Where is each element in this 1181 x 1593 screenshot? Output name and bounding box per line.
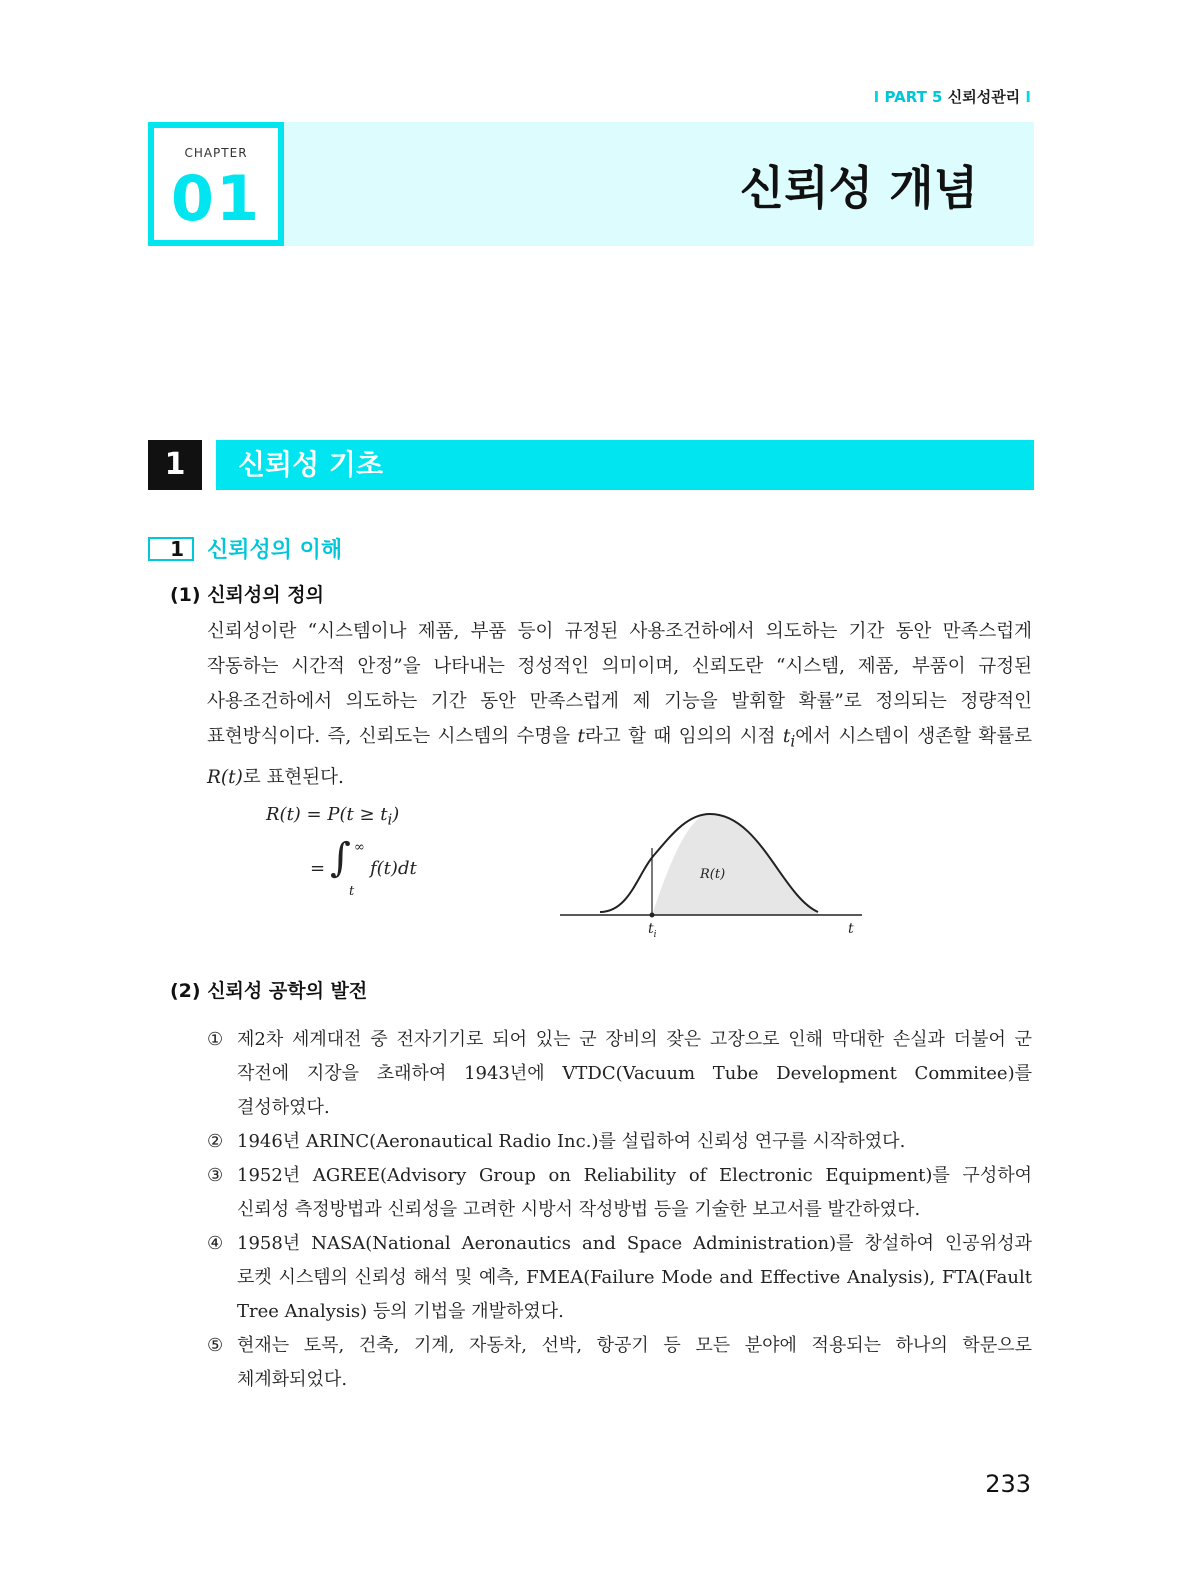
section-number: 1 xyxy=(148,440,202,490)
chapter-number-box xyxy=(148,122,284,246)
integral-upper-limit: ∞ xyxy=(354,840,365,855)
section-bar xyxy=(216,440,1034,490)
list-item-number: ① xyxy=(207,1029,224,1050)
subsection-title: 신뢰성의 이해 xyxy=(207,538,343,563)
subsection-number: 1 xyxy=(148,537,194,561)
development-list xyxy=(207,1023,1032,1397)
tick-ti-main: t xyxy=(648,921,654,937)
definition-text-2: 라고 할 때 임의의 시점 xyxy=(584,726,783,747)
definition-heading: (1) 신뢰성의 정의 xyxy=(170,584,324,606)
list-item xyxy=(207,1023,1032,1125)
integral-sign: ∫ xyxy=(330,835,351,881)
formula-line1-end: ) xyxy=(392,804,400,825)
list-item-number: ⑤ xyxy=(207,1335,224,1356)
list-item-number: ④ xyxy=(207,1233,224,1254)
formula-equals: = xyxy=(310,858,326,879)
list-item xyxy=(207,1329,1032,1397)
formula-line-1 xyxy=(266,804,399,829)
list-item-text: 1958년 NASA(National Aeronautics and Space Administration)를 창설하여 인공위성과 로켓 시스템의 신뢰성 해석 및 예측, FMEA(Failure Mode and Effective Analysis), FTA(Fault Tree Analysis) 등의 기법을 개발하였다. xyxy=(237,1233,1032,1322)
tick-ti-subscript: i xyxy=(653,930,657,940)
list-item-number: ② xyxy=(207,1131,224,1152)
var-t: t xyxy=(577,726,585,747)
header-part-title: 신뢰성관리 xyxy=(947,88,1021,106)
header-bar-right: I xyxy=(1025,88,1031,106)
list-item-text: 제2차 세계대전 중 전자기기로 되어 있는 군 장비의 잦은 고장으로 인해 막대한 손실과 더불어 군 작전에 지장을 초래하여 1943년에 VTDC(Vacuum Tube Development Commitee)를 결성하였다. xyxy=(237,1029,1032,1118)
area-label: R(t) xyxy=(700,867,726,882)
list-item xyxy=(207,1159,1032,1227)
list-item-number: ③ xyxy=(207,1165,224,1186)
list-item-text: 1946년 ARINC(Aeronautical Radio Inc.)를 설립하여 신뢰성 연구를 시작하였다. xyxy=(237,1131,906,1152)
var-ti: t xyxy=(782,726,791,747)
integrand: f(t)dt xyxy=(370,858,417,879)
reliability-curve-graph xyxy=(560,808,870,943)
definition-paragraph xyxy=(207,614,1032,795)
chapter-banner xyxy=(148,122,1034,246)
chapter-title: 신뢰성 개념 xyxy=(739,161,978,215)
definition-text-3: 에서 시스템이 생존할 확률로 xyxy=(795,726,1032,747)
chapter-number: 01 xyxy=(170,162,262,235)
page-number: 233 xyxy=(985,1470,1031,1498)
running-header xyxy=(874,86,1031,107)
integral-lower-limit: t xyxy=(349,884,355,899)
var-rt: R(t) xyxy=(207,766,243,788)
chapter-label: CHAPTER xyxy=(184,146,248,160)
development-heading: (2) 신뢰성 공학의 발전 xyxy=(170,980,368,1002)
var-ti-subscript: i xyxy=(790,732,796,751)
section-title: 신뢰성 기초 xyxy=(238,448,383,481)
header-bar-left: I xyxy=(873,88,880,106)
definition-text-4: 로 표현된다. xyxy=(242,766,344,788)
list-item-text: 1952년 AGREE(Advisory Group on Reliability of Electronic Equipment)를 구성하여 신뢰성 측정방법과 신뢰성을 고려한 시방서 작성방법 등을 기술한 보고서를 발간하였다. xyxy=(237,1165,1032,1220)
axis-label-t: t xyxy=(848,921,854,937)
header-part: PART 5 xyxy=(884,88,943,106)
list-item xyxy=(207,1227,1032,1329)
formula-line1-main: R(t) = P(t ≥ t xyxy=(266,804,388,825)
list-item xyxy=(207,1125,1032,1159)
ti-marker-dot xyxy=(650,913,655,918)
tick-label-ti xyxy=(648,921,657,940)
formula-line1-subscript: i xyxy=(387,810,393,829)
list-item-text: 현재는 토목, 건축, 기계, 자동차, 선박, 항공기 등 모든 분야에 적용되는 하나의 학문으로 체계화되었다. xyxy=(237,1335,1032,1390)
definition-text-1: 신뢰성이란 “시스템이나 제품, 부품 등이 규정된 사용조건하에서 의도하는 기간 동안 만족스럽게 작동하는 시간적 안정”을 나타내는 정성적인 의미이며, 신뢰도란 “시스템, 제품, 부품이 규정된 사용조건하에서 의도하는 기간 동안 만족스럽게 제 기능을 발휘할 확률”로 정의되는 정량적인 표현방식이다. 즉, 신뢰도는 시스템의 수명을 xyxy=(207,621,1032,747)
